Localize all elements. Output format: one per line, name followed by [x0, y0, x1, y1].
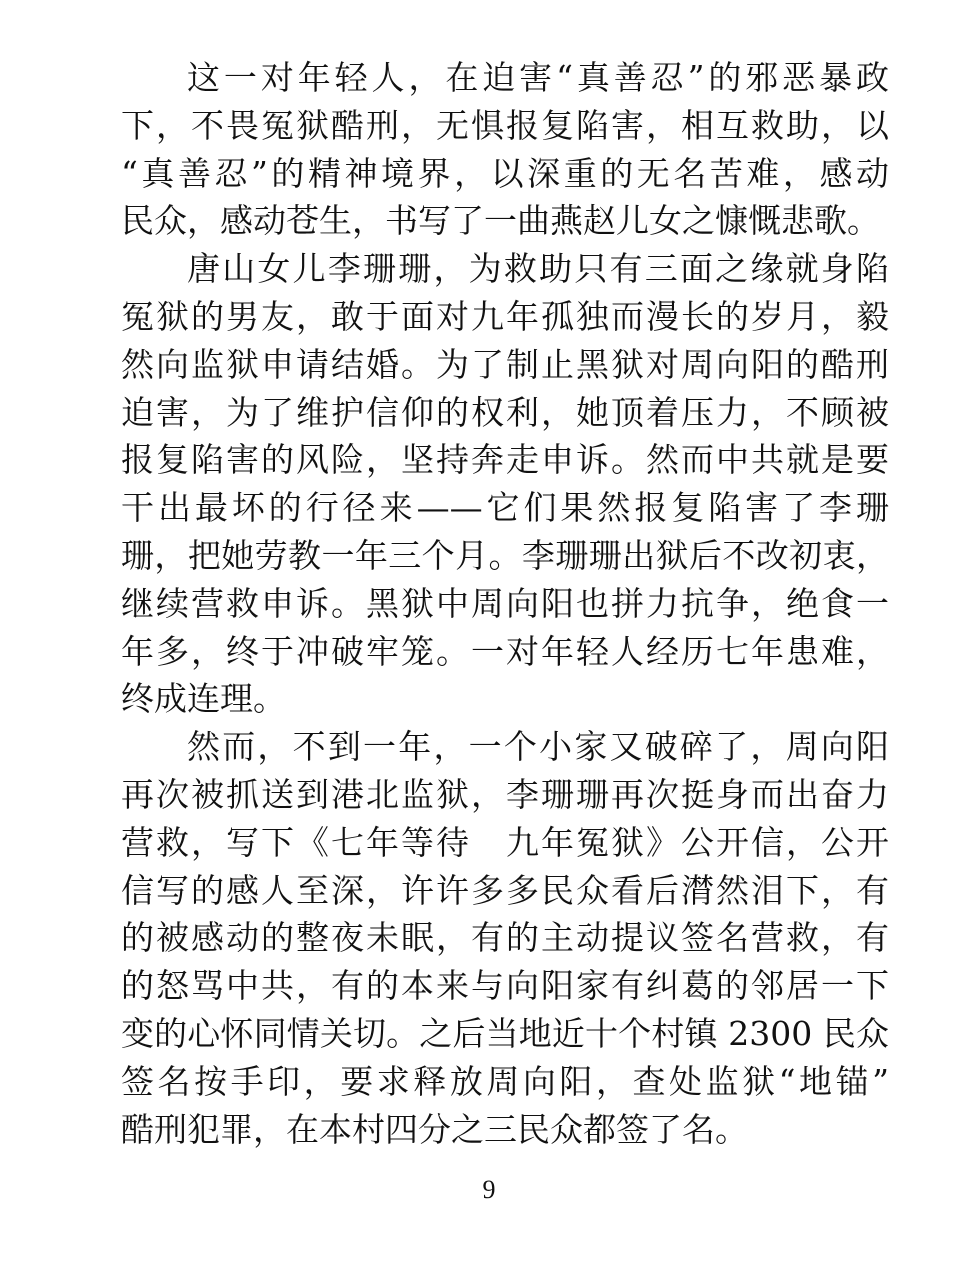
- text-line: 报复陷害的风险，坚持奔走申诉。然而中共就是要: [121, 440, 889, 480]
- text-line: 然而，不到一年，一个小家又破碎了，周向阳: [187, 727, 889, 767]
- text-line: 唐山女儿李珊珊，为救助只有三面之缘就身陷: [187, 249, 889, 289]
- text-line: 迫害，为了维护信仰的权利，她顶着压力，不顾被: [121, 392, 889, 432]
- text-line: 干出最坏的行径来——它们果然报复陷害了李珊: [121, 488, 889, 528]
- text-line: 再次被抓送到港北监狱，李珊珊再次挺身而出奋力: [121, 774, 889, 814]
- text-line: 冤狱的男友，敢于面对九年孤独而漫长的岁月，毅: [121, 296, 889, 336]
- text-line: “真善忍”的精神境界，以深重的无名苦难，感动: [121, 153, 889, 193]
- text-line: 年多，终于冲破牢笼。一对年轻人经历七年患难，: [121, 631, 889, 671]
- text-line: 酷刑犯罪，在本村四分之三民众都签了名。: [121, 1109, 748, 1149]
- text-line: 营救，写下《七年等待 九年冤狱》公开信，公开: [121, 822, 889, 862]
- text-line: 下，不畏冤狱酷刑，无惧报复陷害，相互救助，以: [121, 105, 889, 145]
- paragraph-1: [121, 54, 889, 245]
- text-line: 变的心怀同情关切。之后当地近十个村镇 2300 民众: [121, 1013, 889, 1053]
- text-line: 民众，感动苍生，书写了一曲燕赵儿女之慷慨悲歌。: [121, 201, 880, 241]
- text-line: 珊，把她劳教一年三个月。李珊珊出狱后不改初衷，: [121, 535, 889, 575]
- text-body: [121, 54, 889, 1153]
- text-line: 这一对年轻人，在迫害“真善忍”的邪恶暴政: [187, 58, 889, 97]
- text-line: 信写的感人至深，许许多多民众看后潸然泪下，有: [121, 870, 889, 910]
- paragraph-3: [121, 723, 889, 1153]
- text-line: 终成连理。: [121, 679, 286, 719]
- page-number: 9: [482, 1175, 496, 1204]
- text-line: 的怒骂中共，有的本来与向阳家有纠葛的邻居一下: [121, 966, 889, 1006]
- paragraph-2: [121, 245, 889, 723]
- text-line: 然向监狱申请结婚。为了制止黑狱对周向阳的酷刑: [121, 344, 889, 384]
- text-line: 签名按手印，要求释放周向阳，查处监狱“地锚”: [121, 1061, 889, 1101]
- text-line: 的被感动的整夜未眠，有的主动提议签名营救，有: [121, 918, 889, 958]
- text-line: 继续营救申诉。黑狱中周向阳也拼力抗争，绝食一: [121, 583, 889, 623]
